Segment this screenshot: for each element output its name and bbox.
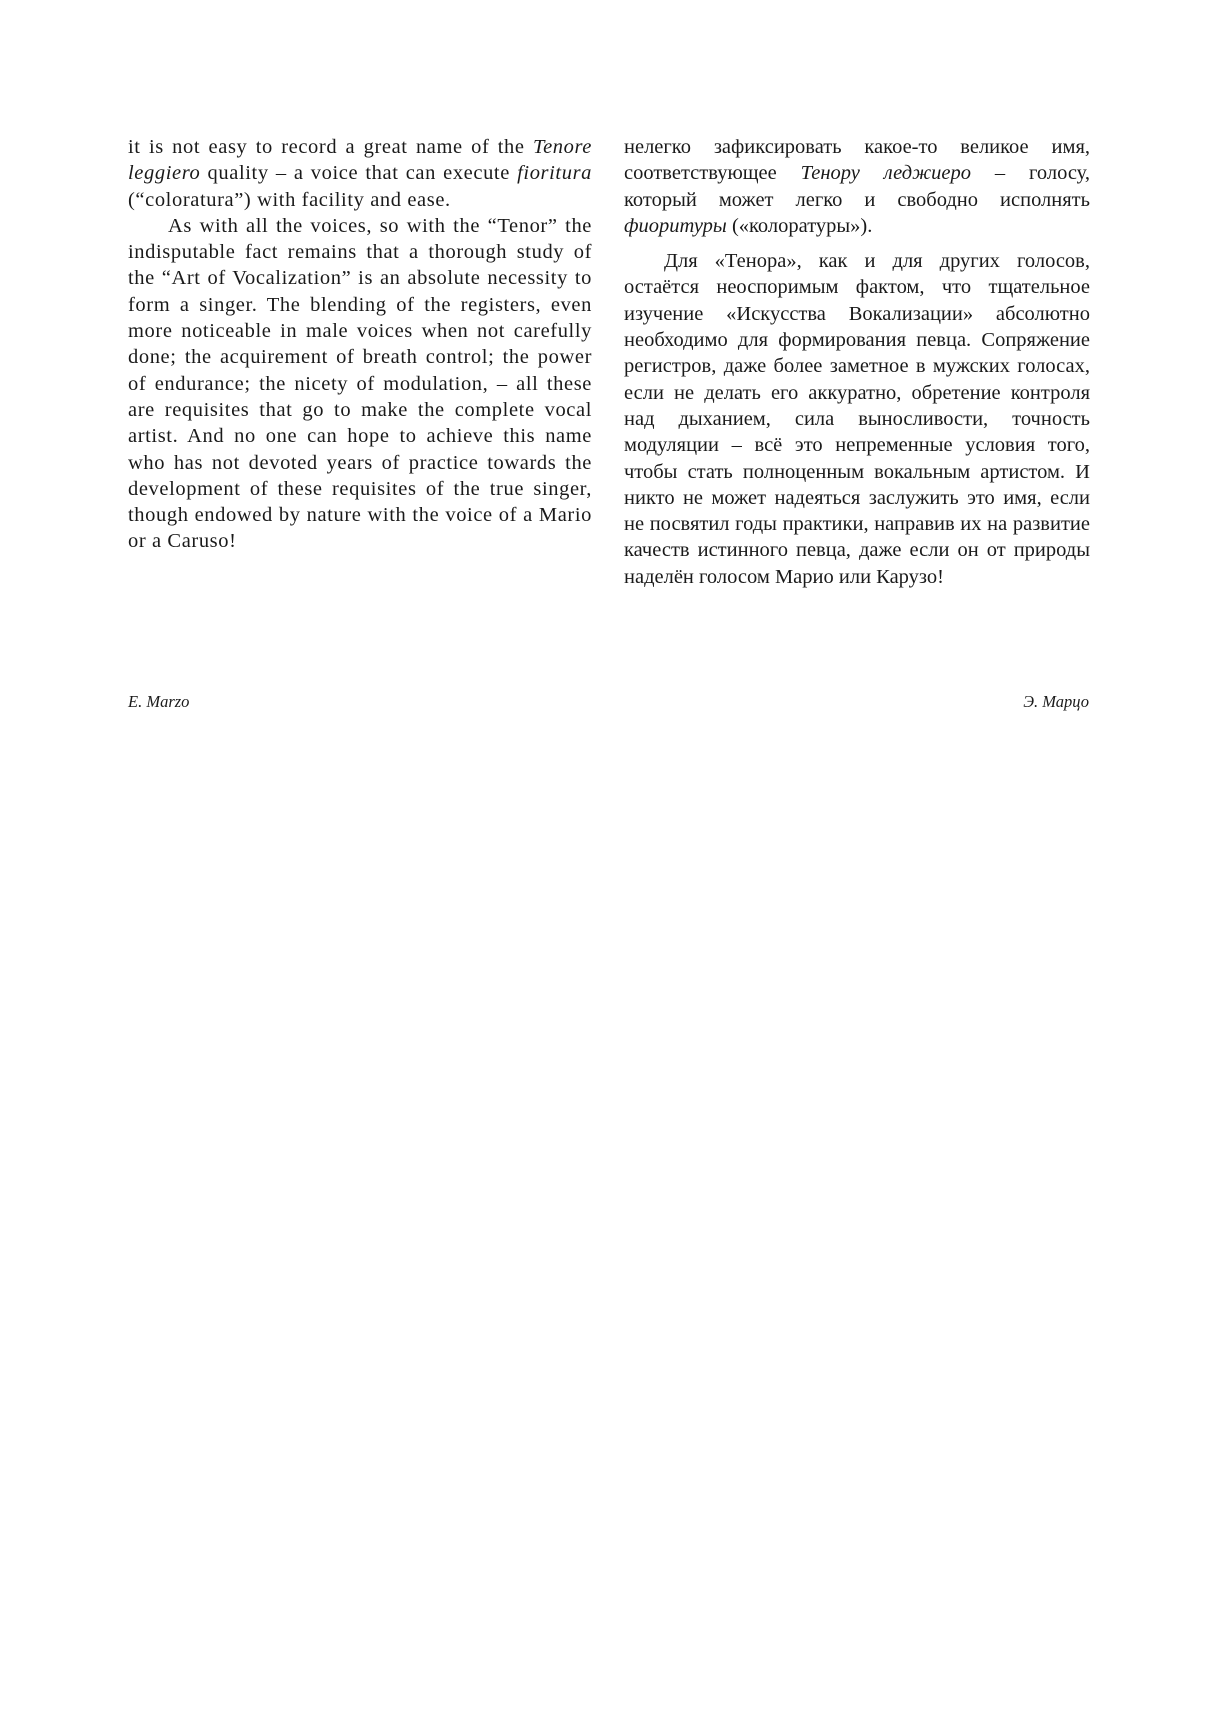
russian-paragraph-2: Для «Тенора», как и для других голосов, остаётся неоспоримым фактом, что тщательное изучение «Искусства Вокализации» абсолютно необходимо для формирования певца. Сопряжение регистров, даже более заметное в мужских голосах, если не делать его аккуратно, обретение контроля над дыханием, сила выносливости, точность модуляции – всё это непременные условия того, чтобы стать полноценным вокальным артистом. И никто не может надеяться заслужить это имя, если не посвятил годы практики, направив их на развитие качеств истинного певца, даже если он от природы наделён голосом Марио или Карузо! <box>624 250 1090 588</box>
russian-column <box>624 134 1090 590</box>
english-paragraph-2: As with all the voices, so with the “Tenor” the indisputable fact remains that a thorough study of the “Art of Vocalization” is an absolute necessity to form a singer. The blending of the registers, even more noticeable in male voices when not carefully done; the acquirement of breath control; the power of endurance; the nicety of modulation, – all these are requisites that go to make the complete vocal artist. And no one can hope to achieve this name who has not devoted years of practice towards the development of these requisites of the true singer, though endowed by nature with the voice of a Mario or a Caruso! <box>128 214 592 553</box>
english-p1-text-2: quality – a voice that can execute <box>200 162 518 185</box>
english-p1-text-1: it is not easy to record a great name of the <box>128 136 533 158</box>
english-paragraph-1 <box>128 134 592 213</box>
english-column <box>128 134 592 555</box>
english-signature: E. Marzo <box>128 692 190 711</box>
english-p1-text-3: (“coloratura”) with facility and ease. <box>128 188 451 211</box>
russian-signature: Э. Марцо <box>1023 692 1089 711</box>
russian-p1-text-3: («колоратуры»). <box>726 214 873 237</box>
russian-term-tenor-leggiero: Тенору леджиеро <box>800 162 972 185</box>
russian-paragraph-1 <box>624 134 1090 239</box>
russian-term-fioritury: фиоритуры <box>624 214 727 237</box>
russian-p1-text-2: – голосу, который может легко и свободно исполнять <box>624 162 1090 211</box>
english-term-tenore-leggiero: Tenore leggiero <box>128 136 592 185</box>
english-term-fioritura: fioritura <box>517 162 592 185</box>
russian-p1-text-1: нелегко зафиксировать какое-то великое имя, соответствующее <box>624 136 1090 185</box>
